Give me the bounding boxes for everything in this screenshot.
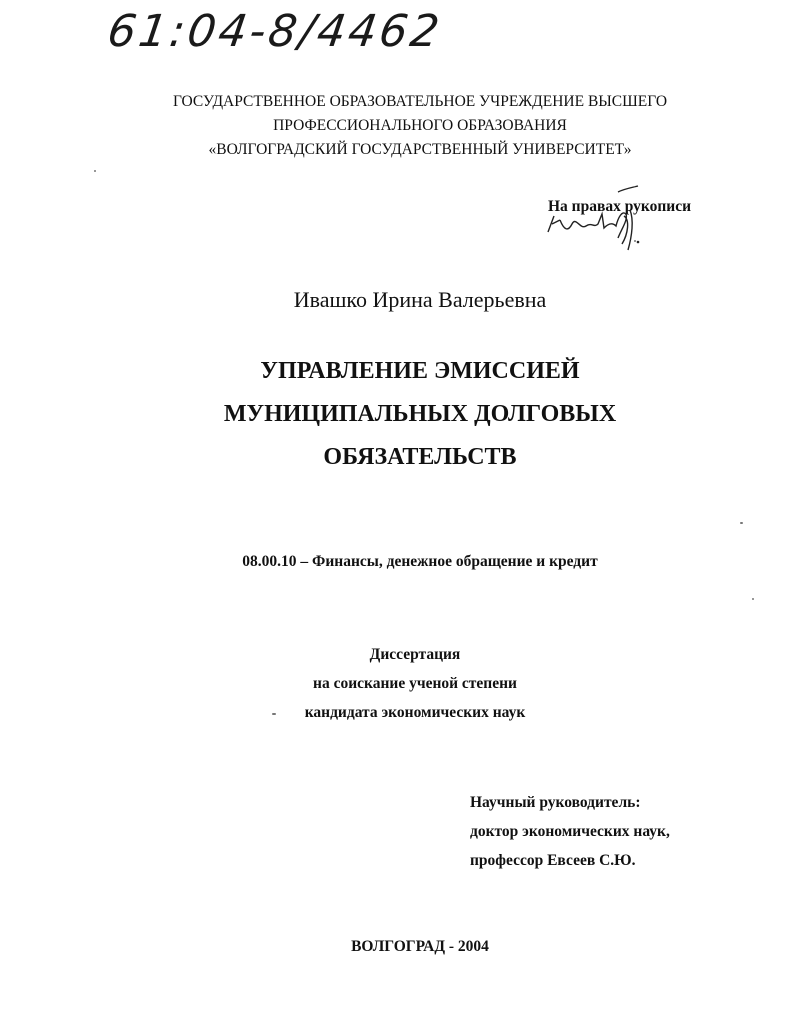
thesis-title-line-3: ОБЯЗАТЕЛЬСТВ [323, 444, 517, 470]
author-name: Ивашко Ирина Валерьевна [293, 287, 547, 312]
thesis-title-line-1: УПРАВЛЕНИЕ ЭМИССИЕЙ [260, 358, 580, 384]
supervisor-name: профессор Евсеев С.Ю. [470, 852, 636, 869]
institution-block [150, 90, 690, 162]
scan-speck [634, 240, 636, 242]
specialty-code: 08.00.10 – Финансы, денежное обращение и кредит [242, 553, 598, 570]
supervisor-degree: доктор экономических наук, [470, 823, 670, 840]
catalog-number: 61:04-8/4462 [104, 6, 446, 57]
supervisor-block [470, 788, 670, 875]
scan-speck [94, 170, 96, 172]
thesis-title-line-2: МУНИЦИПАЛЬНЫХ ДОЛГОВЫХ [223, 401, 617, 427]
scan-speck [740, 522, 743, 524]
supervisor-label: Научный руководитель: [470, 794, 641, 811]
dissertation-line-3: кандидата экономических наук [304, 704, 526, 721]
dissertation-line-1: Диссертация [369, 646, 461, 663]
city-year: ВОЛГОГРАД - 2004 [351, 938, 489, 955]
institution-line-2: ПРОФЕССИОНАЛЬНОГО ОБРАЗОВАНИЯ [273, 117, 567, 134]
dissertation-block [200, 640, 630, 727]
dissertation-line-2: на соискание ученой степени [313, 675, 517, 692]
author-signature [540, 180, 650, 260]
institution-line-1: ГОСУДАРСТВЕННОЕ ОБРАЗОВАТЕЛЬНОЕ УЧРЕЖДЕНИЕ ВЫСШЕГО [172, 93, 668, 110]
thesis-title [150, 350, 690, 479]
scan-speck [752, 598, 754, 600]
institution-line-3: «ВОЛГОГРАДСКИЙ ГОСУДАРСТВЕННЫЙ УНИВЕРСИТЕТ» [208, 141, 632, 158]
scan-speck [272, 713, 276, 715]
manuscript-rights-label: На правах рукописи [548, 198, 692, 215]
